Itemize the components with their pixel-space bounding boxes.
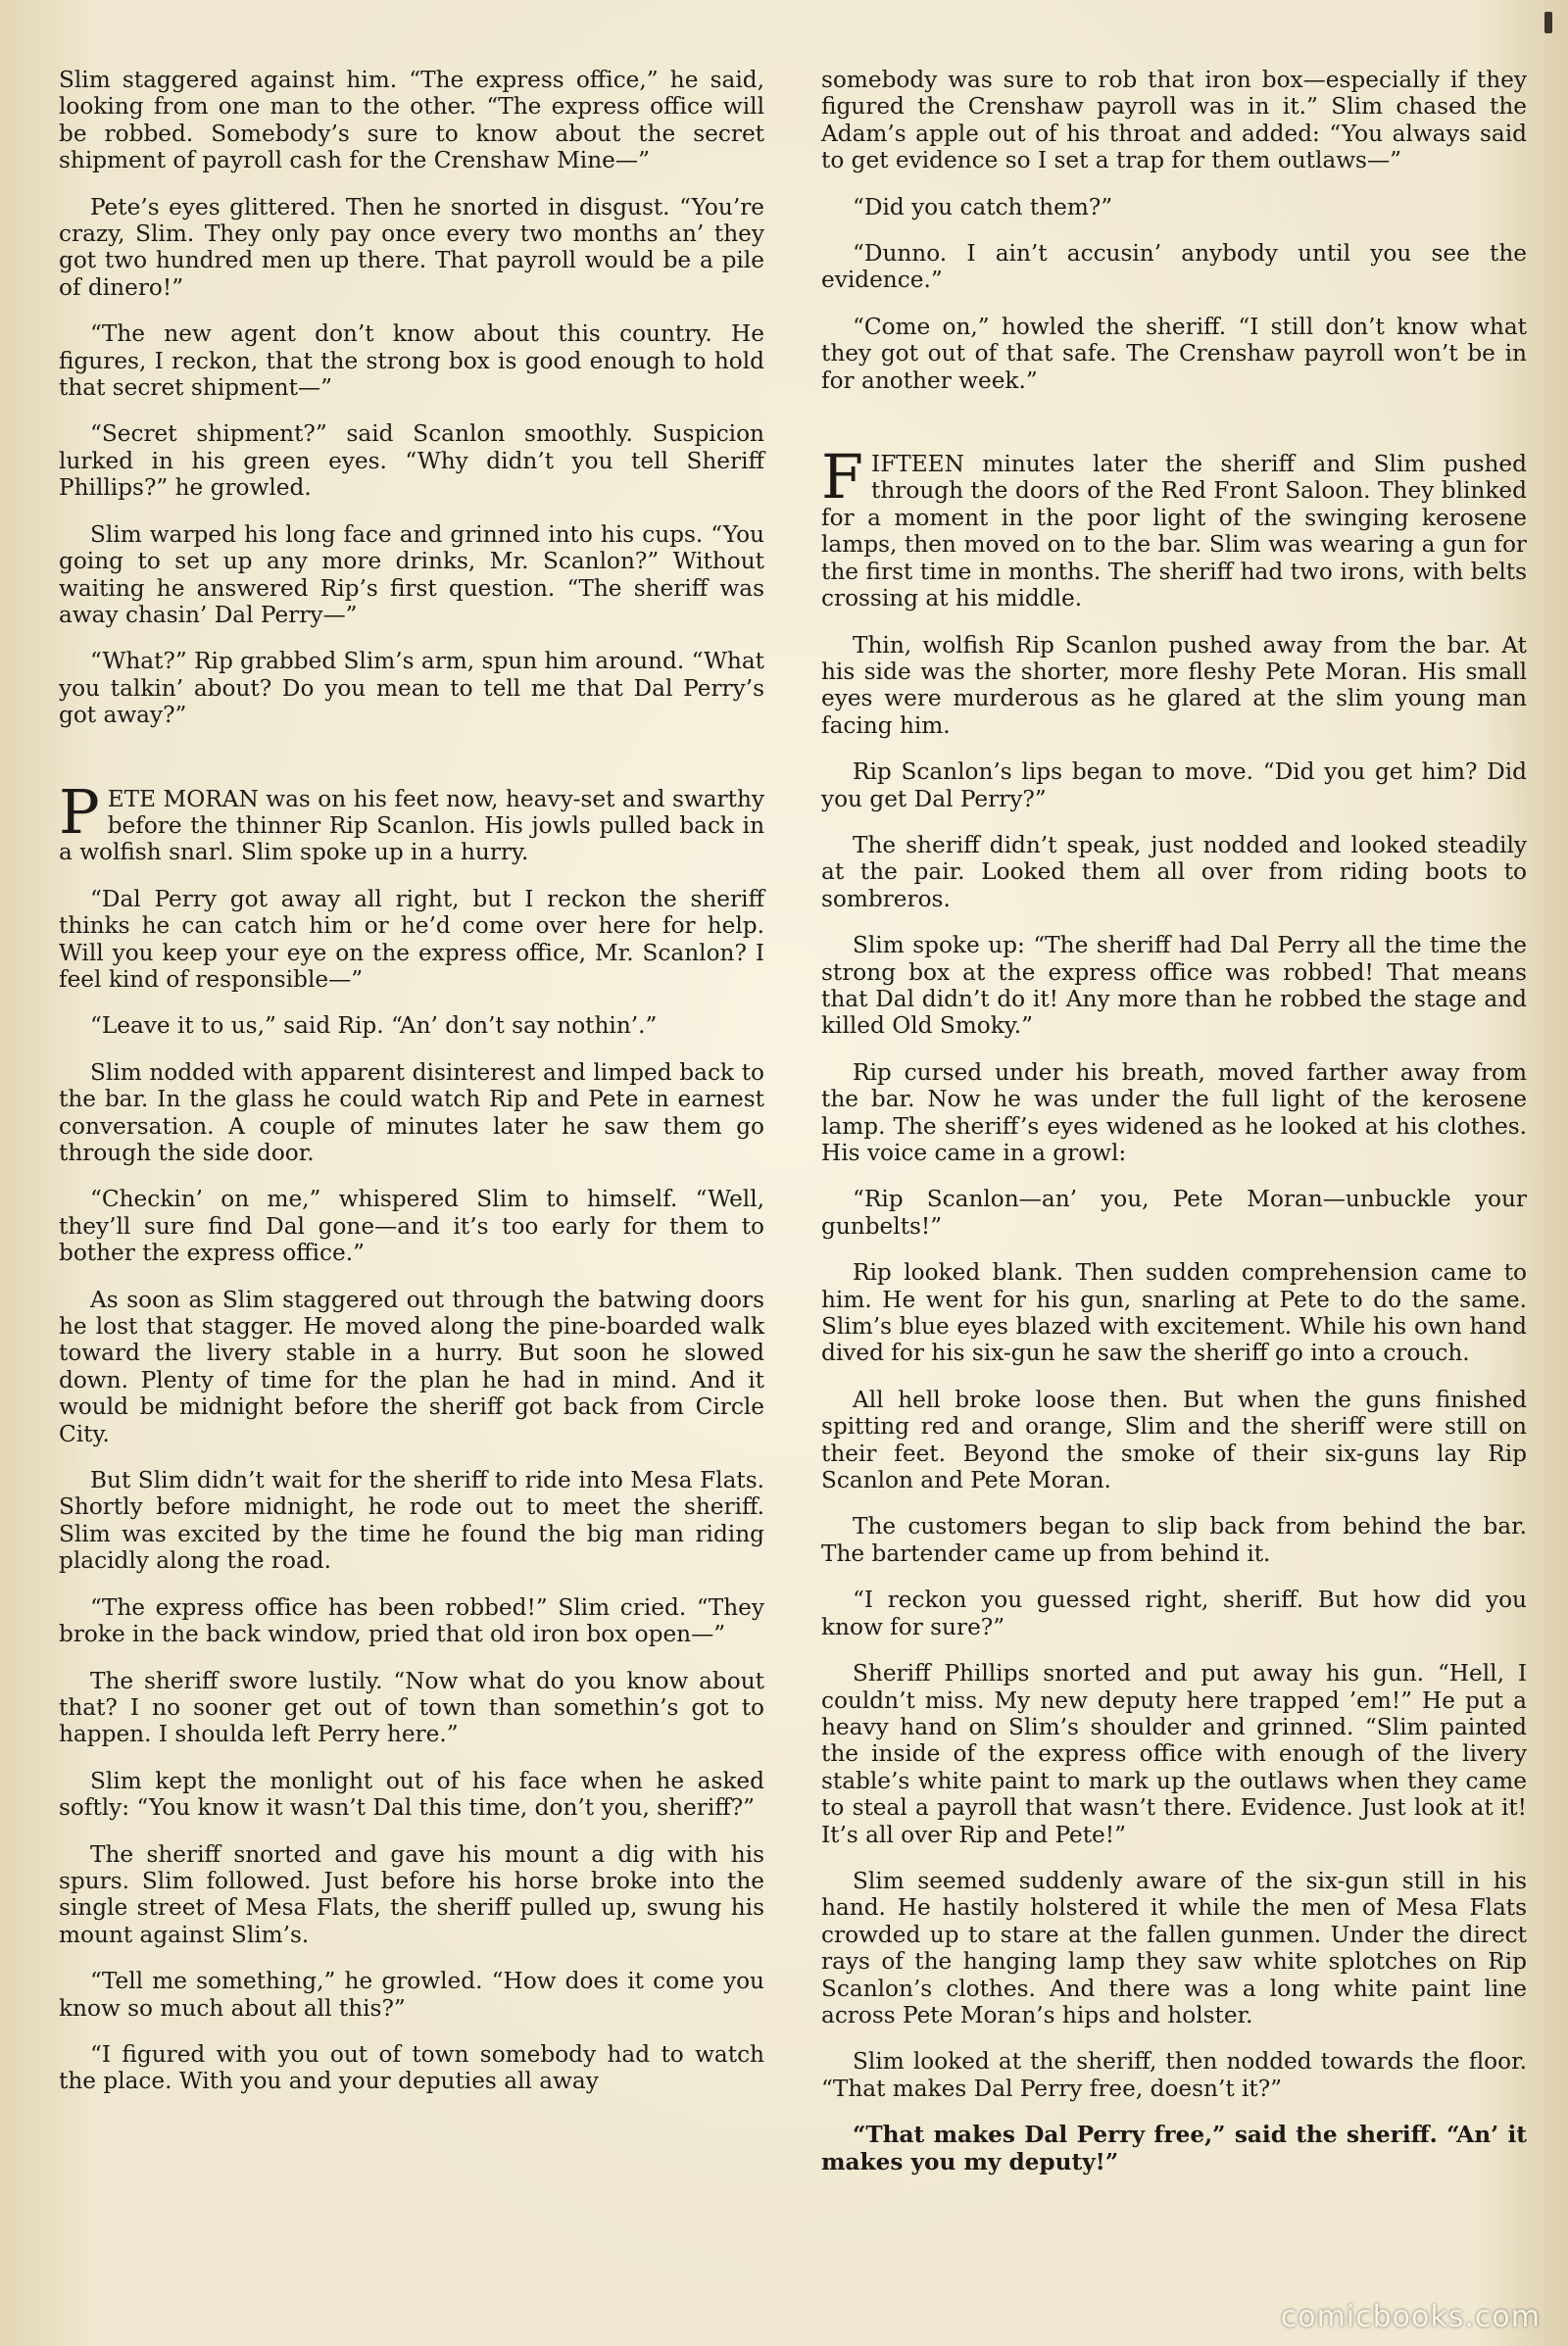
paragraph: Slim spoke up: “The sheriff had Dal Perry all the time the strong box at the express office was robbed! That means that Dal didn’t do it! Any more than he robbed the stage and killed Old Smoky.” — [821, 932, 1527, 1040]
paragraph: Slim looked at the sheriff, then nodded towards the floor. “That makes Dal Perry free, doesn’t it?” — [821, 2048, 1527, 2102]
paragraph: Slim seemed suddenly aware of the six-gun still in his hand. He hastily holstered it while the men of Mesa Flats crowded up to stare at the fallen gunmen. Under the direct rays of the hanging lamp they saw white splotches on Rip Scanlon’s clothes. And there was a long white paint line across Pete Moran’s hips and holster. — [821, 1867, 1527, 2028]
paragraph: Slim staggered against him. “The express office,” he said, looking from one man to the other. “The express office will be robbed. Somebody’s sure to know about the secret shipment of payroll cash for the Crenshaw Mine—” — [59, 67, 764, 174]
paragraph: “I figured with you out of town somebody had to watch the place. With you and your deputies all away — [59, 2040, 764, 2095]
section-opening-paragraph: FIFTEEN minutes later the sheriff and Slim pushed through the doors of the Red Front Saloon. They blinked for a moment in the poor light of the swinging kerosene lamps, then moved on to the bar. Slim was wearing a gun for the first time in months. The sheriff had two irons, with belts crossing at his middle. — [821, 441, 1527, 612]
paragraph: Slim nodded with apparent disinterest and limped back to the bar. In the glass he could watch Rip and Pete in earnest conversation. A couple of minutes later he saw them go through the side door. — [59, 1058, 764, 1166]
paragraph: Slim kept the monlight out of his face when he asked softly: “You know it wasn’t Dal this time, don’t you, sheriff?” — [59, 1767, 764, 1822]
paragraph: “The new agent don’t know about this country. He figures, I reckon, that the strong box is good enough to hold that secret shipment—” — [59, 320, 764, 402]
paragraph: Pete’s eyes glittered. Then he snorted in disgust. “You’re crazy, Slim. They only pay once every two months an’ they got two hundred men up there. That payroll would be a pile of dinero!” — [59, 193, 764, 301]
paragraph: All hell broke loose then. But when the guns finished spitting red and orange, Slim and the sheriff were still on their feet. Beyond the smoke of their six-guns lay Rip Scanlon and Pete Moran. — [821, 1386, 1527, 1494]
paragraph: “Tell me something,” he growled. “How does it come you know so much about all this?” — [59, 1968, 764, 2022]
paragraph: “Come on,” howled the sheriff. “I still don’t know what they got out of that safe. The Crenshaw payroll won’t be in for another week.” — [821, 313, 1527, 394]
paragraph: “Checkin’ on me,” whispered Slim to himself. “Well, they’ll sure find Dal gone—and it’s too early for them to bother the express office.” — [59, 1186, 764, 1267]
paragraph: “Dunno. I ain’t accusin’ anybody until you see the evidence.” — [821, 240, 1527, 294]
left-text-column — [59, 67, 764, 2115]
page-edge-mark — [1544, 12, 1552, 33]
paragraph: Thin, wolfish Rip Scanlon pushed away from the bar. At his side was the shorter, more fleshy Pete Moran. His small eyes were murderous as he glared at the slim young man facing him. — [821, 631, 1527, 739]
paragraph: Rip looked blank. Then sudden comprehension came to him. He went for his gun, snarling at Pete to do the same. Slim’s blue eyes blazed with excitement. While his own hand dived for his six-gun he saw the sheriff go into a crouch. — [821, 1259, 1527, 1367]
section-opening-paragraph: PETE MORAN was on his feet now, heavy-set and swarthy before the thinner Rip Scanlon. His jowls pulled back in a wolfish snarl. Slim spoke up in a hurry. — [59, 775, 764, 866]
paragraph: “The express office has been robbed!” Slim cried. “They broke in the back window, pried that old iron box open—” — [59, 1593, 764, 1648]
paragraph: The sheriff swore lustily. “Now what do you know about that? I no sooner get out of town than somethin’s got to happen. I shoulda left Perry here.” — [59, 1667, 764, 1748]
paragraph: “I reckon you guessed right, sheriff. But how did you know for sure?” — [821, 1587, 1527, 1640]
paragraph: The sheriff snorted and gave his mount a dig with his spurs. Slim followed. Just before his horse broke into the single street of Mesa Flats, the sheriff pulled up, swung his mount against Slim’s. — [59, 1840, 764, 1948]
paragraph: But Slim didn’t wait for the sheriff to ride into Mesa Flats. Shortly before midnight, he rode out to meet the sheriff. Slim was excited by the time he found the big man riding placidly along the road. — [59, 1467, 764, 1575]
paragraph: “Rip Scanlon—an’ you, Pete Moran—unbuckle your gunbelts!” — [821, 1186, 1527, 1240]
paragraph: The customers began to slip back from behind the bar. The bartender came up from behind it. — [821, 1513, 1527, 1567]
closing-paragraph: “That makes Dal Perry free,” said the sheriff. “An’ it makes you my deputy!” — [821, 2122, 1527, 2175]
paragraph: “Secret shipment?” said Scanlon smoothly. Suspicion lurked in his green eyes. “Why didn’t you tell Sheriff Phillips?” he growled. — [59, 420, 764, 502]
right-text-column — [821, 67, 1527, 2195]
paragraph: Rip cursed under his breath, moved farther away from the bar. Now he was under the full light of the kerosene lamp. The sheriff’s eyes widened as he looked at his clothes. His voice came in a growl: — [821, 1058, 1527, 1166]
paragraph: somebody was sure to rob that iron box—especially if they figured the Crenshaw payroll was in it.” Slim chased the Adam’s apple out of his throat and added: “You always said to get evidence so I set a trap for them outlaws—” — [821, 67, 1527, 174]
paragraph: Sheriff Phillips snorted and put away his gun. “Hell, I couldn’t miss. My new deputy here trapped ’em!” He put a heavy hand on Slim’s shoulder and grinned. “Slim painted the inside of the express office with enough of the livery stable’s white paint to mark up the outlaws when they came to steal a payroll that wasn’t there. Evidence. Just look at it! It’s all over Rip and Pete!” — [821, 1660, 1527, 1848]
paragraph: The sheriff didn’t speak, just nodded and looked steadily at the pair. Looked them all over from riding boots to sombreros. — [821, 831, 1527, 912]
paragraph: “Did you catch them?” — [853, 193, 1113, 220]
paragraph: As soon as Slim staggered out through the batwing doors he lost that stagger. He moved along the pine-boarded walk toward the livery stable in a hurry. But soon he slowed down. Plenty of time for the plan he had in mind. And it would be midnight before the sheriff got back from Circle City. — [59, 1286, 764, 1447]
paragraph: Rip Scanlon’s lips began to move. “Did you get him? Did you get Dal Perry?” — [821, 758, 1527, 812]
paragraph: “Leave it to us,” said Rip. “An’ don’t say nothin’.” — [90, 1012, 658, 1040]
watermark: comicbooks.com — [1280, 2300, 1541, 2334]
paragraph: “What?” Rip grabbed Slim’s arm, spun him around. “What you talkin’ about? Do you mean to tell me that Dal Perry’s got away?” — [59, 648, 764, 729]
paragraph: Slim warped his long face and grinned into his cups. “You going to set up any more drinks, Mr. Scanlon?” Without waiting he answered Rip’s first question. “The sheriff was away chasin’ Dal Perry—” — [59, 520, 764, 628]
paragraph: “Dal Perry got away all right, but I reckon the sheriff thinks he can catch him or he’d come over here for help. Will you keep your eye on the express office, Mr. Scanlon? I feel kind of responsible—” — [59, 885, 764, 993]
